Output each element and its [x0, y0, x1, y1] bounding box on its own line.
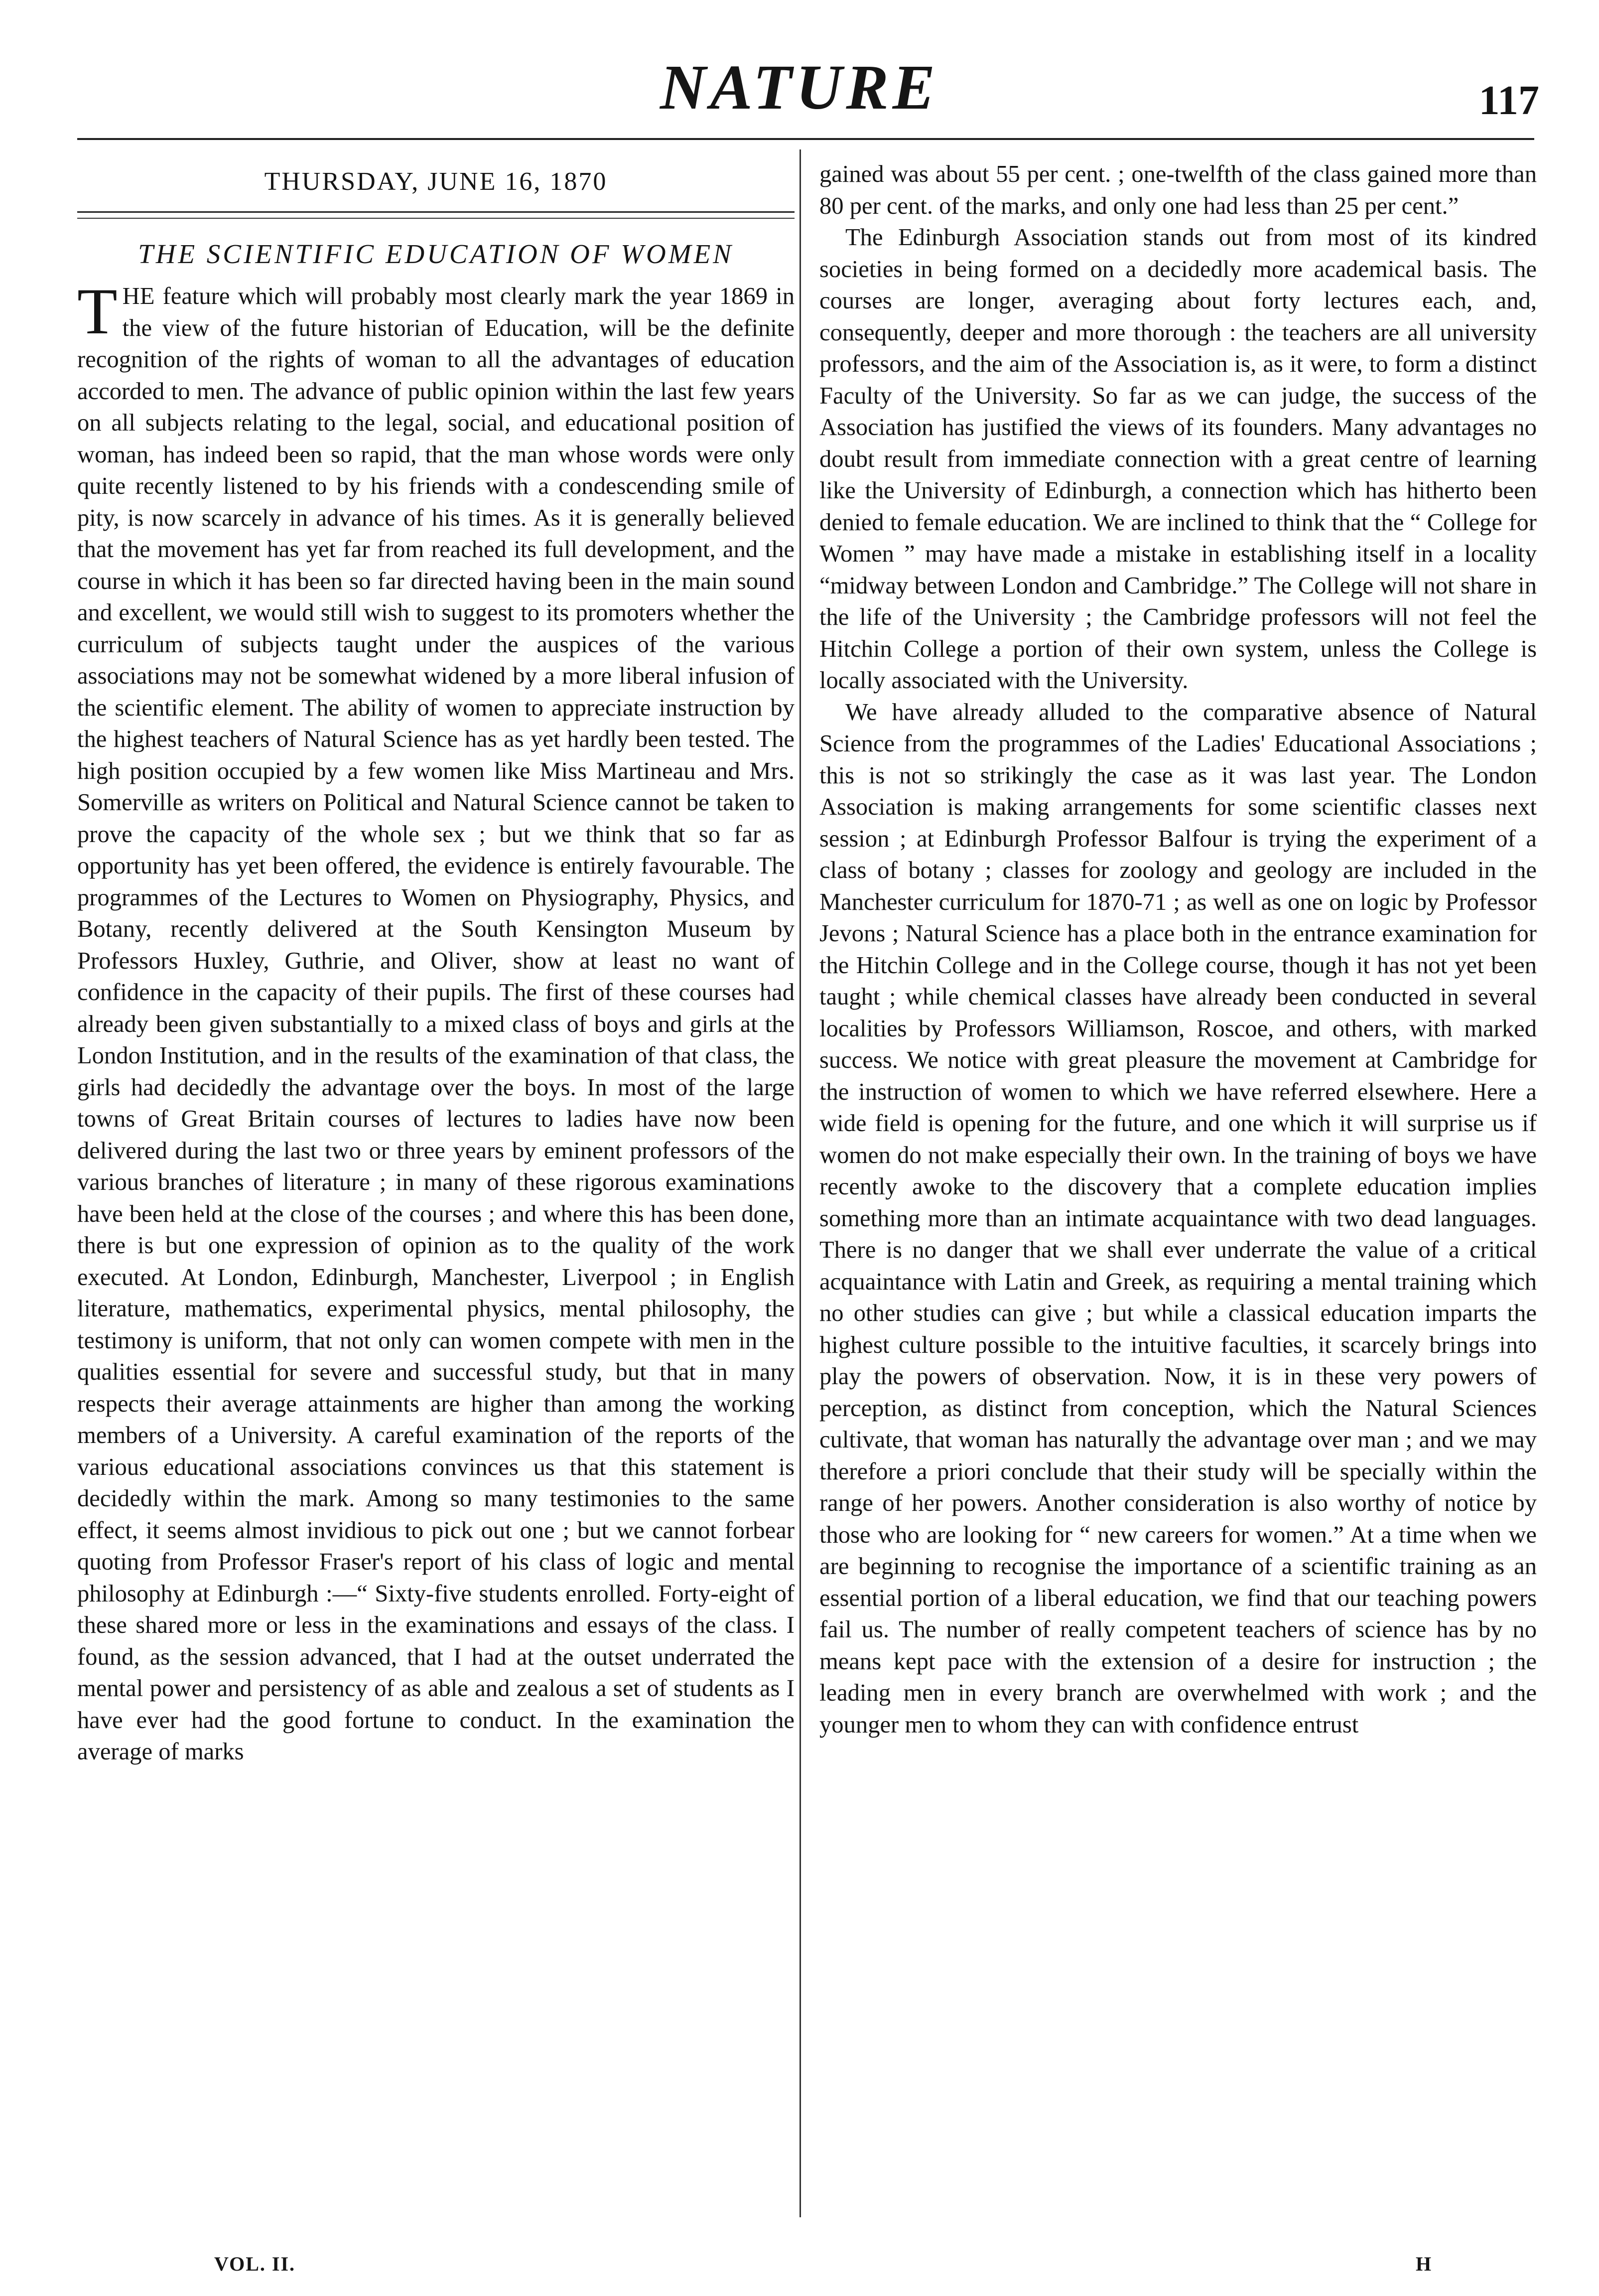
signature-mark: H: [1416, 2253, 1432, 2275]
drop-cap: T: [77, 275, 118, 348]
article-paragraph: The Edinburgh Association stands out from most of its kindred societies in being formed on a decidedly more academical basis. The courses are longer, averaging about forty lectures each, and, consequently, deeper and more thorough : the teachers are all university professors, and the aim of the Association is, as it were, to form a distinct Faculty of the University. So far as we can judge, the success of the Association has justified the views of its founders. Many advantages no doubt result from immediate connection with a great centre of learning like the University of Edinburgh, a connection which has hitherto been denied to female education. We are inclined to think that the “ College for Women ” may have made a mistake in establishing itself in a locality “midway between London and Cambridge.” The College will not share in the life of the University ; the Cambridge professors will not feel the Hitchin College a portion of their own system, unless the College is locally associated with the University.: [819, 224, 1537, 694]
page-number: 117: [1478, 77, 1539, 124]
issue-date: THURSDAY, JUNE 16, 1870: [264, 167, 608, 196]
date-rule-top: [77, 211, 795, 213]
masthead: [0, 50, 1599, 125]
column-rule: [800, 149, 801, 2217]
journal-title: NATURE: [660, 52, 939, 123]
left-column: [77, 164, 795, 1768]
article-paragraph: gained was about 55 per cent. ; one-twelfth of the class gained more than 80 per cent. of the marks, and only one had less than 25 per cent.”: [819, 160, 1537, 219]
article-paragraph: [77, 275, 795, 1768]
article-title: THE SCIENTIFIC EDUCATION OF WOMEN: [138, 239, 734, 269]
volume-label: VOL. II.: [214, 2253, 296, 2275]
date-rule-bottom: [77, 218, 795, 219]
article-paragraph-text: HE feature which will probably most clearly mark the year 1869 in the view of the future historian of Education, will be the definite recognition of the rights of woman to all the advantages of education accorded to men. The advance of public opinion within the last few years on all subjects relating to the legal, social, and educational position of woman, has indeed been so rapid, that the man whose words were only quite recently listened to by his friends with a condescending smile of pity, is now scarcely in advance of his times. As it is generally believed that the movement has yet far from reached its full development, and the course in which it has been so far directed having been in the main sound and excellent, we would still wish to suggest to its promoters whether the curriculum of subjects taught under the auspices of the various associations may not be somewhat widened by a more liberal infusion of the scientific element. The ability of women to appreciate instruction by the highest teachers of Natural Science has as yet hardly been tested. The high position occupied by a few women like Miss Martineau and Mrs. Somerville as writers on Political and Natural Science cannot be taken to prove the capacity of the whole sex ; but we think that so far as opportunity has yet been offered, the evidence is entirely favourable. The programmes of the Lectures to Women on Physiography, Physics, and Botany, recently delivered at the South Kensington Museum by Professors Huxley, Guthrie, and Oliver, show at least no want of confidence in the capacity of their pupils. The first of these courses had already been given substantially to a mixed class of boys and girls at the London Institution, and in the results of the examination of that class, the girls had decidedly the advantage over the boys. In most of the large towns of Great Britain courses of lectures to ladies have now been delivered during the last two or three years by eminent professors of the various branches of literature ; in many of these rigorous examinations have been held at the close of the courses ; and where this has been done, there is but one expression of opinion as to the quality of the work executed. At London, Edinburgh, Manchester, Liverpool ; in English literature, mathematics, experimental physics, mental philosophy, the testimony is uniform, that not only can women compete with men in the qualities essential for severe and successful study, but that in many respects their average attainments are higher than among the working members of a University. A careful examination of the reports of the various educational associations convinces us that this statement is decidedly within the mark. Among so many testimonies to the same effect, it seems almost invidious to pick out one ; but we cannot forbear quoting from Professor Fraser's report of his class of logic and mental philosophy at Edinburgh :—“ Sixty-five students enrolled. Forty-eight of these shared more or less in the examinations and essays of the class. I found, as the session advanced, that I had at the outset underrated the mental power and persistency of as able and zealous a set of students as I have ever had the good fortune to conduct. In the examination the average of marks: [77, 283, 795, 1765]
article-paragraph: We have already alluded to the comparative absence of Natural Science from the programmes of the Ladies' Educational Associations ; this is not so strikingly the case as it was last year. The London Association is making arrangements for some scientific classes next session ; at Edinburgh Professor Balfour is trying the experiment of a class of botany ; classes for zoology and geology are included in the Manchester curriculum for 1870-71 ; as well as one on logic by Professor Jevons ; Natural Science has a place both in the entrance examination for the Hitchin College and in the College course, though it has not yet been taught ; while chemical classes have already been conducted in several localities by Professors Williamson, Roscoe, and others, with marked success. We notice with great pleasure the movement at Cambridge for the instruction of women to which we have referred elsewhere. Here a wide field is opening for the future, and one which it will surprise us if women do not make especially their own. In the training of boys we have recently awoke to the discovery that a complete education implies something more than an intimate acquaintance with two dead languages. There is no danger that we shall ever underrate the value of a critical acquaintance with Latin and Greek, as requiring a mental training which no other studies can give ; but while a classical education imparts the highest culture possible to the intuitive faculties, it scarcely brings into play the powers of observation. Now, it is in these very powers of perception, as distinct from conception, which the Natural Sciences cultivate, that woman has naturally the advantage over man ; and we may therefore a priori conclude that their study will be specially within the range of her powers. Another consideration is also worthy of notice by those who are looking for “ new careers for women.” At a time when we are beginning to recognise the importance of a scientific training as an essential portion of a liberal education, we find that our teaching powers fail us. The number of really competent teachers of science has by no means kept pace with the extension of a desire for instruction ; the leading men in every branch are overwhelmed with work ; and the younger men to whom they can with confidence entrust: [819, 698, 1537, 1738]
right-column: [819, 158, 1537, 1740]
header-rule: [77, 138, 1534, 140]
